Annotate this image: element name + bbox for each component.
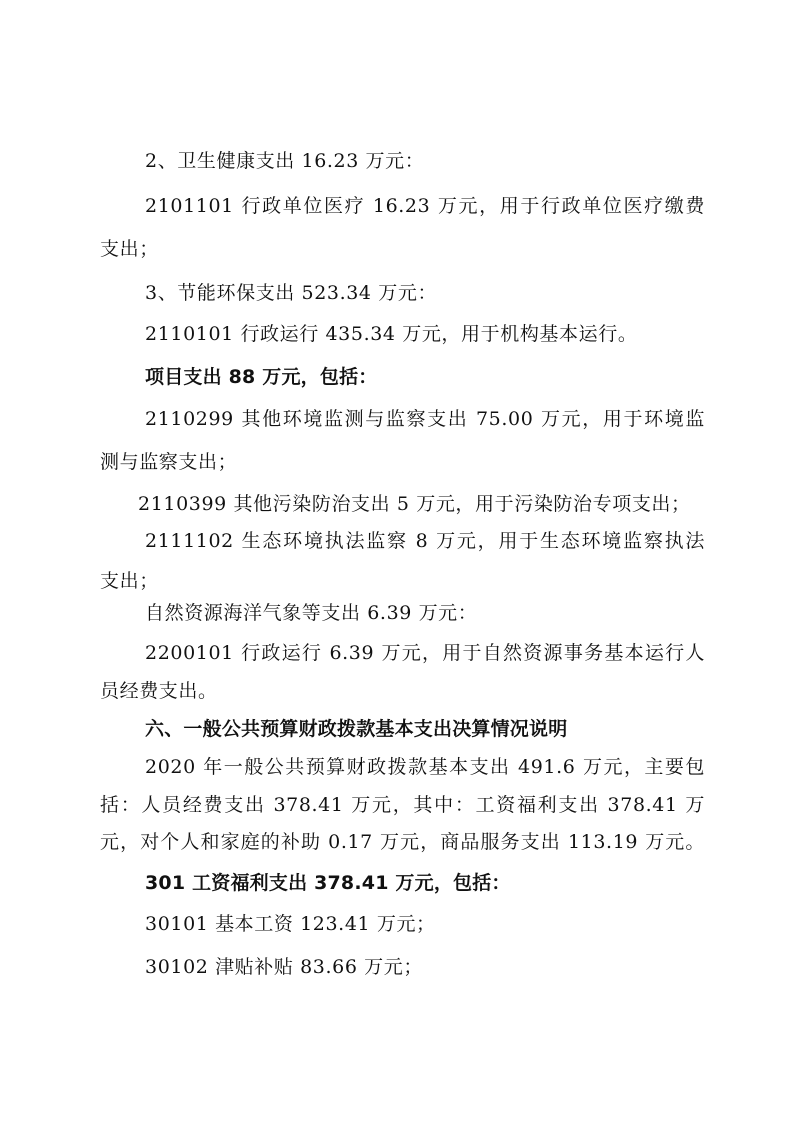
paragraph-line: 测与监察支出； xyxy=(100,451,238,473)
paragraph-line: 员经费支出。 xyxy=(100,680,218,702)
paragraph-line: 2101101 行政单位医疗 16.23 万元，用于行政单位医疗缴费 xyxy=(145,195,705,217)
paragraph-line: 2110101 行政运行 435.34 万元，用于机构基本运行。 xyxy=(145,323,638,345)
section-heading-natural-resources: 自然资源海洋气象等支出 6.39 万元： xyxy=(145,602,478,624)
paragraph-line: 支出； xyxy=(100,570,159,592)
section-heading-environment: 3、节能环保支出 523.34 万元： xyxy=(145,282,438,304)
paragraph-line: 元，对个人和家庭的补助 0.17 万元，商品服务支出 113.19 万元。 xyxy=(100,831,705,853)
section-heading-health: 2、卫生健康支出 16.23 万元： xyxy=(145,150,425,172)
salary-welfare-heading: 301 工资福利支出 378.41 万元，包括： xyxy=(145,872,511,894)
paragraph-line: 2111102 生态环境执法监察 8 万元，用于生态环境监察执法 xyxy=(145,530,705,552)
paragraph-line: 30101 基本工资 123.41 万元； xyxy=(145,913,436,935)
paragraph-line: 2200101 行政运行 6.39 万元，用于自然资源事务基本运行人 xyxy=(145,642,705,664)
paragraph-line: 支出； xyxy=(100,238,159,260)
paragraph-line: 2020 年一般公共预算财政拨款基本支出 491.6 万元，主要包 xyxy=(145,756,705,778)
project-expense-heading: 项目支出 88 万元，包括： xyxy=(145,366,378,388)
paragraph-line: 30102 津贴补贴 83.66 万元； xyxy=(145,956,423,978)
section-title-basic-expenditure: 六、一般公共预算财政拨款基本支出决算情况说明 xyxy=(145,718,568,740)
paragraph-line: 2110299 其他环境监测与监察支出 75.00 万元，用于环境监 xyxy=(145,408,705,430)
paragraph-line: 2110399 其他污染防治支出 5 万元，用于污染防治专项支出； xyxy=(138,493,691,515)
paragraph-line: 括：人员经费支出 378.41 万元，其中：工资福利支出 378.41 万 xyxy=(100,794,705,816)
